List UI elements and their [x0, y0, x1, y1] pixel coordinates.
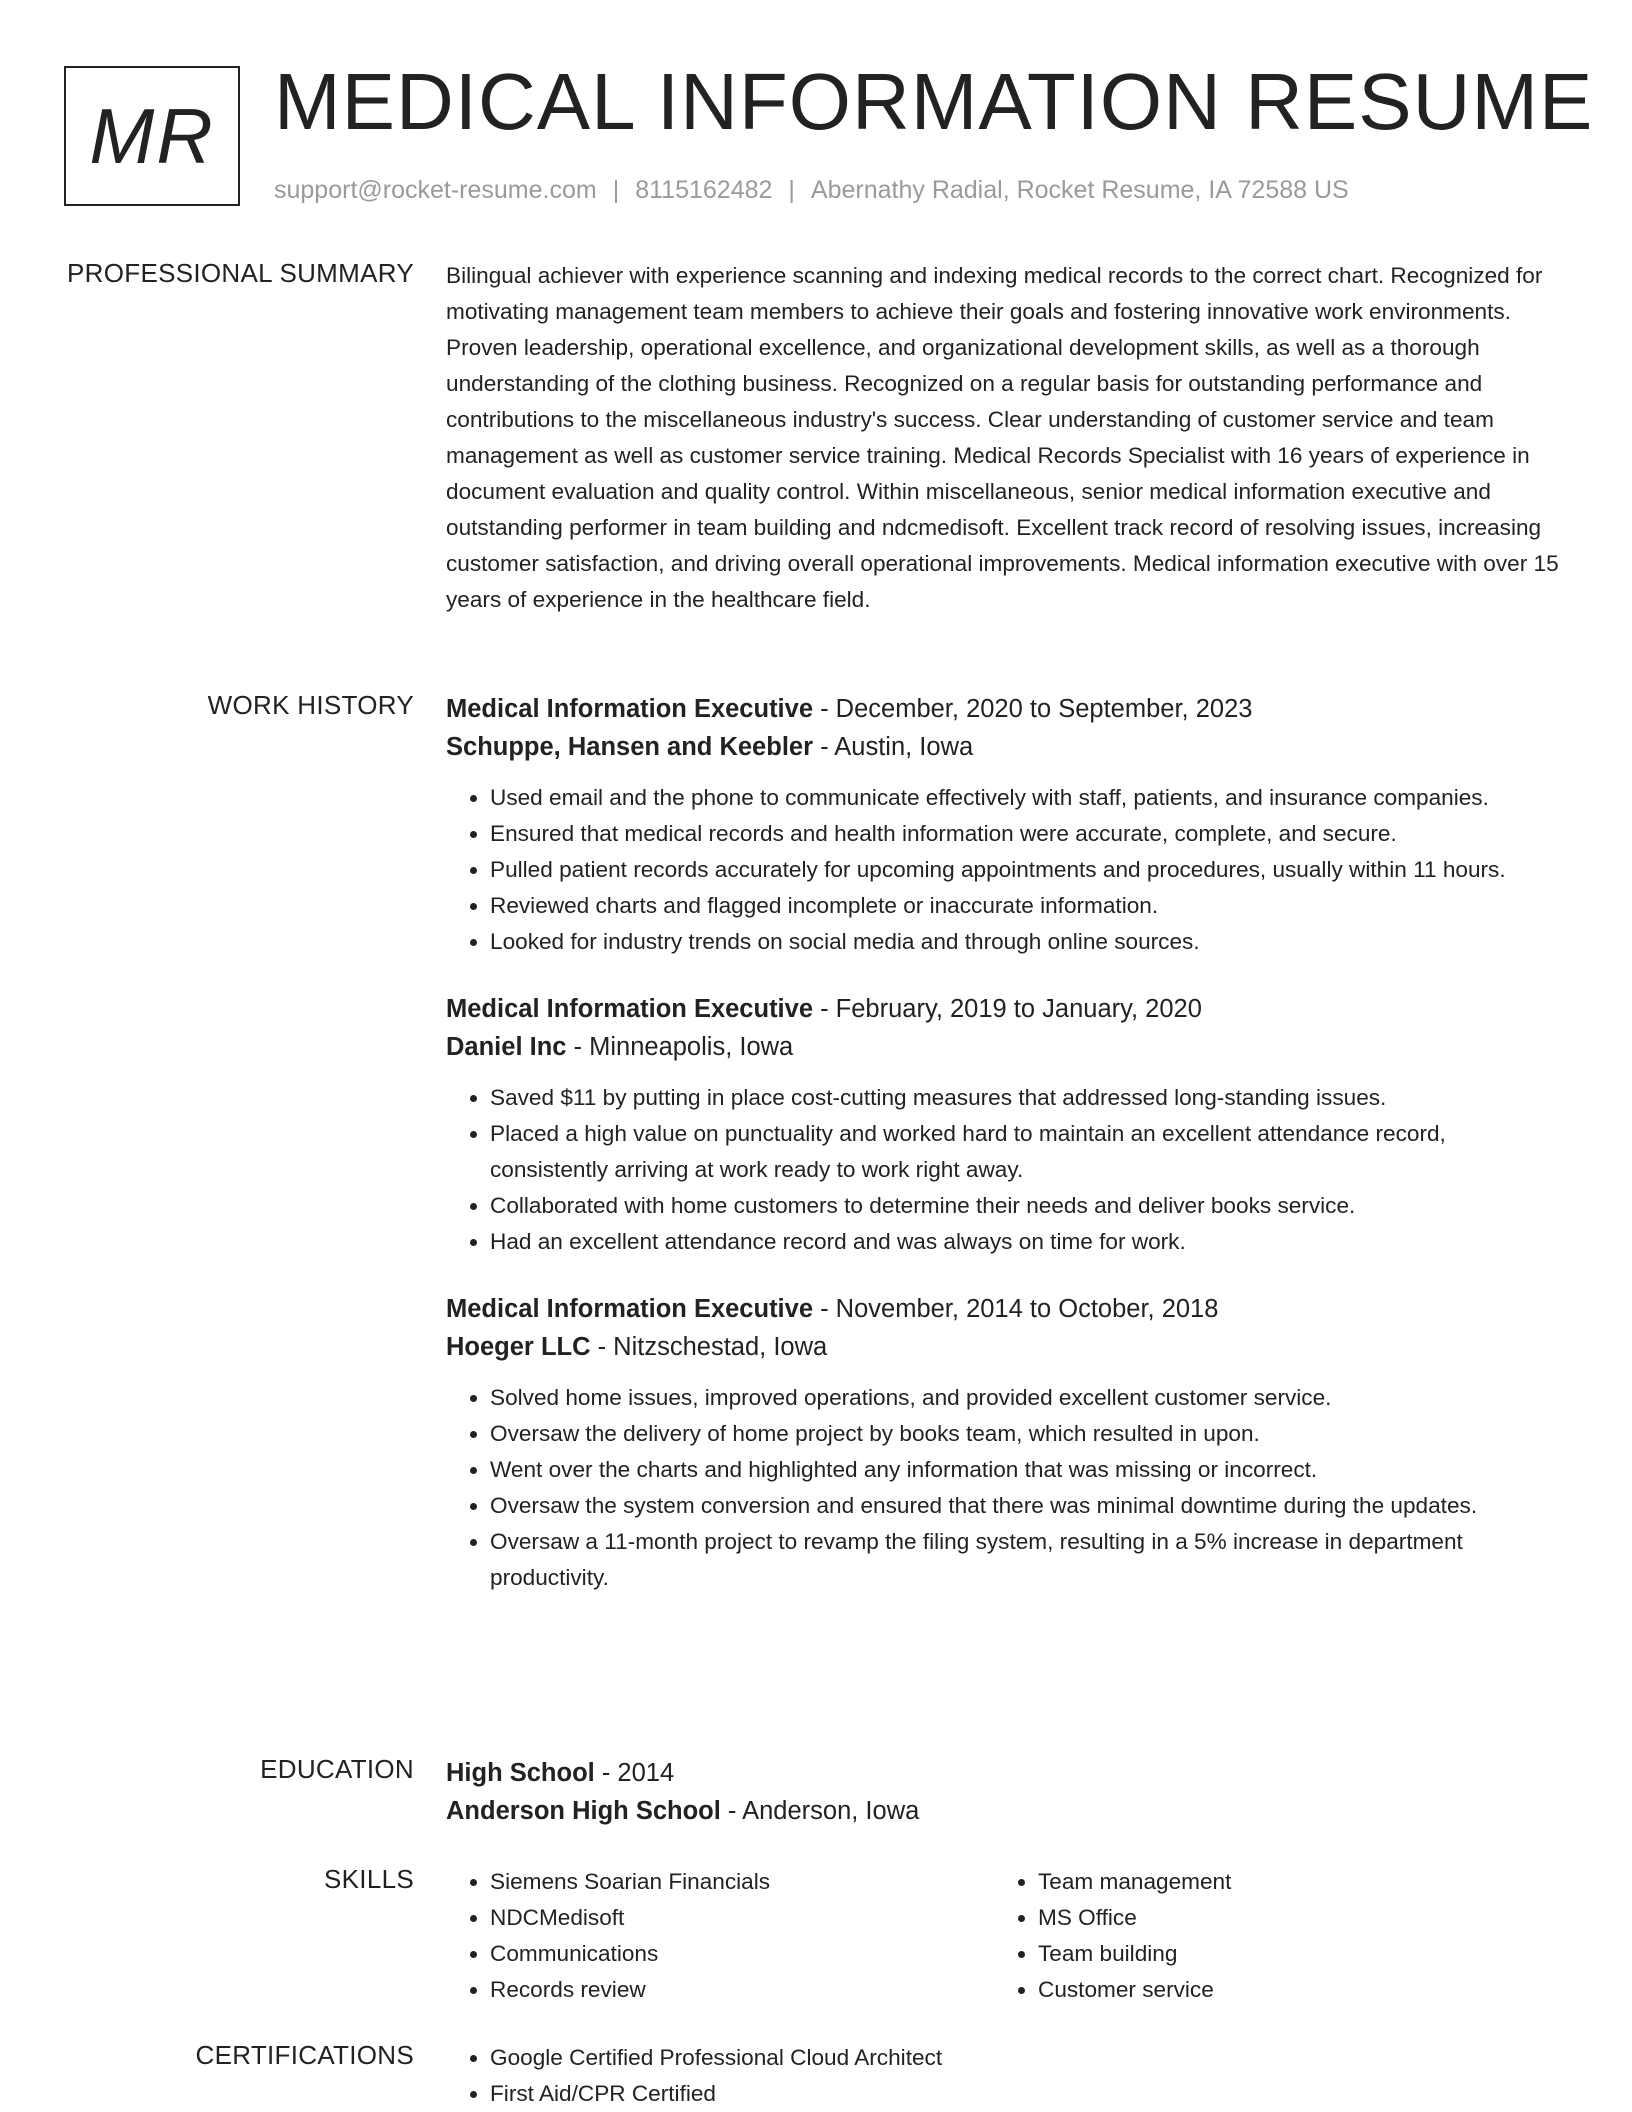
job-location: - Minneapolis, Iowa	[566, 1033, 794, 1061]
job-location: - Austin, Iowa	[813, 733, 974, 761]
education-year: - 2014	[594, 1759, 675, 1787]
summary-text: Bilingual achiever with experience scanning and indexing medical records to the correct chart. Recognized for motivating management team members to achieve their goals and fostering innovative work environments. Proven leadership, operational excellence, and organizational development skills, as well as a thorough understanding of the clothing business. Recognized on a regular basis for outstanding performance and contributions to the miscellaneous industry's success. Clear understanding of customer service and team management as well as customer service training. Medical Records Specialist with 16 years of experience in document evaluation and quality control. Within miscellaneous, senior medical information executive and outstanding performer in team building and ndcmedisoft. Excellent track record of resolving issues, increasing customer satisfaction, and driving overall operational improvements. Medical information executive with over 15 years of experience in the healthcare field.	[446, 263, 1559, 612]
job-bullet: • Reviewed charts and flagged incomplete or inaccurate information.	[490, 888, 1566, 924]
education-label: EDUCATION	[260, 1754, 414, 1784]
job-bullet: • Ensured that medical records and health information were accurate, complete, and secure.	[490, 816, 1566, 852]
education-school: Anderson High School	[446, 1797, 721, 1825]
contact-phone[interactable]: 8115162482	[635, 176, 773, 204]
job-company: Hoeger LLC	[446, 1333, 591, 1361]
skill-item: • Customer service	[1038, 1972, 1542, 2008]
job-bullet: • Collaborated with home customers to determine their needs and deliver books service.	[490, 1188, 1566, 1224]
job-title: Medical Information Executive	[446, 1295, 814, 1323]
certification-item: • Google Certified Professional Cloud Architect	[490, 2040, 1566, 2076]
job-bullet: • Oversaw a 11-month project to revamp the filing system, resulting in a 5% increase in department productivity.	[490, 1524, 1566, 1596]
job-bullet: • Placed a high value on punctuality and worked hard to maintain an excellent attendance record, consistently arriving at work ready to work right away.	[490, 1116, 1566, 1188]
skill-item: • Siemens Soarian Financials	[490, 1864, 994, 1900]
work-history-label: WORK HISTORY	[207, 690, 414, 720]
contact-separator: |	[788, 176, 795, 204]
job-company-line	[446, 1328, 1566, 1366]
job-bullets	[446, 1380, 1566, 1596]
certifications-list	[446, 2040, 1566, 2112]
job-location: - Nitzschestad, Iowa	[590, 1333, 828, 1361]
job-dates: - December, 2020 to September, 2023	[813, 695, 1253, 723]
job-company-line	[446, 728, 1566, 766]
skill-item: • Records review	[490, 1972, 994, 2008]
job-bullet: • Used email and the phone to communicate effectively with staff, patients, and insurance companies.	[490, 780, 1566, 816]
skill-item: • Team building	[1038, 1936, 1542, 1972]
job-bullets	[446, 780, 1566, 960]
job-entry	[446, 690, 1566, 960]
job-title: Medical Information Executive	[446, 695, 814, 723]
resume-title: MEDICAL INFORMATION RESUME	[274, 57, 1594, 146]
skills-list-right	[994, 1864, 1542, 2008]
job-bullet: • Oversaw the system conversion and ensured that there was minimal downtime during the updates.	[490, 1488, 1566, 1524]
job-title: Medical Information Executive	[446, 995, 814, 1023]
job-title-line	[446, 990, 1566, 1028]
job-bullet: • Oversaw the delivery of home project by books team, which resulted in upon.	[490, 1416, 1566, 1452]
skill-item: • Team management	[1038, 1864, 1542, 1900]
job-bullet: • Saved $11 by putting in place cost-cutting measures that addressed long-standing issues.	[490, 1080, 1566, 1116]
contact-separator: |	[612, 176, 620, 204]
monogram-logo: MR	[64, 66, 240, 206]
job-dates: - November, 2014 to October, 2018	[813, 1295, 1219, 1323]
certification-item: • First Aid/CPR Certified	[490, 2076, 1566, 2112]
job-dates: - February, 2019 to January, 2020	[813, 995, 1202, 1023]
job-bullet: • Solved home issues, improved operations, and provided excellent customer service.	[490, 1380, 1566, 1416]
job-bullet: • Had an excellent attendance record and was always on time for work.	[490, 1224, 1566, 1260]
job-bullet: • Pulled patient records accurately for upcoming appointments and procedures, usually within 11 hours.	[490, 852, 1566, 888]
contact-email[interactable]: support@rocket-resume.com	[274, 176, 597, 204]
job-title-line	[446, 690, 1566, 728]
contact-address: Abernathy Radial, Rocket Resume, IA 72588 US	[810, 176, 1349, 204]
job-bullet: • Went over the charts and highlighted any information that was missing or incorrect.	[490, 1452, 1566, 1488]
job-bullet: • Looked for industry trends on social media and through online sources.	[490, 924, 1566, 960]
job-bullets	[446, 1080, 1566, 1260]
job-company-line	[446, 1028, 1566, 1066]
skills-list-left	[446, 1864, 994, 2008]
job-entry	[446, 1290, 1566, 1596]
job-company: Daniel Inc	[446, 1033, 567, 1061]
summary-label: PROFESSIONAL SUMMARY	[67, 258, 414, 288]
skills-label: SKILLS	[324, 1864, 414, 1894]
education-degree-line	[446, 1754, 1566, 1792]
skill-item: • Communications	[490, 1936, 994, 1972]
job-title-line	[446, 1290, 1566, 1328]
education-location: - Anderson, Iowa	[720, 1797, 920, 1825]
education-school-line	[446, 1792, 1566, 1830]
job-entry	[446, 990, 1566, 1260]
skill-item: • MS Office	[1038, 1900, 1542, 1936]
job-company: Schuppe, Hansen and Keebler	[446, 733, 814, 761]
contact-line	[274, 176, 1349, 205]
certifications-label: CERTIFICATIONS	[195, 2040, 414, 2070]
skill-item: • NDCMedisoft	[490, 1900, 994, 1936]
education-degree: High School	[446, 1759, 595, 1787]
